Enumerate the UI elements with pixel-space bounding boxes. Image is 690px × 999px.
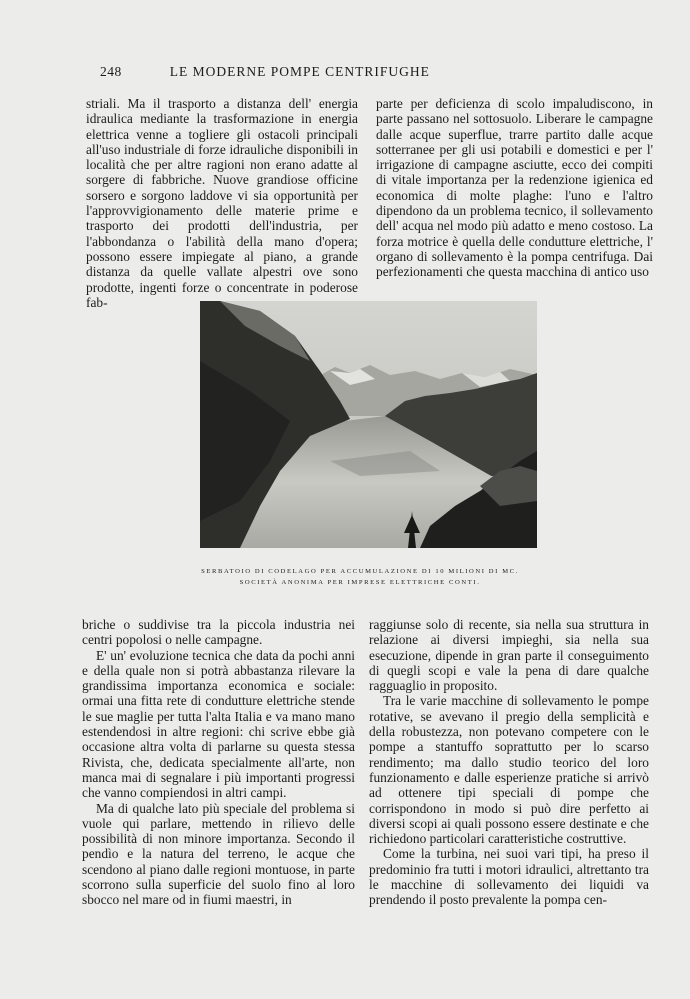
paragraph: E' un' evoluzione tecnica che data da pochi anni e della quale non si potrà abbastanza rilevare la grandissima importanza economica e sociale: ormai una fitta rete di condutture elettriche stende le sue maglie per tutta l'alta Italia e va mano mano estendendosi in altre regioni: chi scrive ebbe già occasione altra volta di parlarne su questa stessa Rivista, che, dedicata specialmente all'arte, non manca mai di segnalare i più importanti progressi che vanno compiendosi in altri campi. <box>82 647 355 801</box>
paragraph: Tra le varie macchine di sollevamento le pompe rotative, se avevano il pregio della semplicità e della robustezza, non potevano competere con le pompe a stantuffo soprattutto per lo scarso rendimento; ma dallo studio teorico del loro funzionamento e dalle esperienze pratiche si arrivò ad ottenere tipi speciali di pompe che corrispondono in modo si può dire perfetto ai diversi scopi ai quali possono essere destinate e che richiedono particolari caratteristiche costruttive. <box>369 693 649 847</box>
page-number: 248 <box>100 64 122 79</box>
caption-line: SOCIETÀ ANONIMA PER IMPRESE ELETTRICHE CONTI. <box>239 579 481 586</box>
caption-line: SERBATOIO DI CODELAGO PER ACCUMULAZIONE DI 10 MILIONI DI MC. <box>201 568 519 575</box>
page-header <box>100 64 540 80</box>
paragraph: parte per deficienza di scolo impaludiscono, in parte passano nel sottosuolo. Liberare le campagne dalle acque superflue, trarre partito dalle acque sotterranee per gli usi potabili e domestici e per l' irrigazione di campagne asciutte, ecco dei compiti di vitale importanza per la redenzione igienica ed economica di molte plaghe: l'uno e l'altro dipendono da un problema tecnico, il sollevamento dell' acqua nel modo più adatto e meno costoso. La forza motrice è quella delle condutture elettriche, l' organo di sollevamento è la pompa centrifuga. Dai perfezionamenti che questa macchina di antico uso <box>376 96 653 280</box>
paragraph: raggiunse solo di recente, sia nella sua struttura in relazione ai diversi impieghi, sia nella sua esecuzione, dipende in gran parte il conseguimento di quegli scopi e vale la pena di dare qualche ragguaglio in proposito. <box>369 617 649 694</box>
lake-photograph <box>200 301 537 548</box>
paragraph: Ma di qualche lato più speciale del problema si vuole qui parlare, mettendo in rilievo delle possibilità di non minore importanza. Secondo il pendìo e la natura del terreno, le acque che scendono al piano dalle regioni montuose, in parte scorrono sulla superficie del suolo fino al loro sbocco nel mare od in fiumi maestri, in <box>82 800 355 908</box>
lake-photograph-image <box>200 301 537 548</box>
paragraph: briche o suddivise tra la piccola industria nei centri popolosi o nelle campagne. <box>82 617 355 648</box>
text-column-top-right <box>376 96 653 280</box>
running-title: LE MODERNE POMPE CENTRIFUGHE <box>169 64 430 79</box>
paragraph: striali. Ma il trasporto a distanza dell' energia idraulica mediante la trasformazione in energia elettrica venne a togliere gli ostacoli principali all'uso industriale di forze idrauliche disponibili in località che per altre ragioni non erano adatte al sorgere di fabbriche. Nuove grandiose officine sorsero e sorgono laddove vi sia opportunità per l'approvvigionamento delle materie prime e trasporto dei prodotti dell'industria, per l'abbondanza o l'abilità della mano d'opera; possono essere impiegate al piano, a grande distanza da quelle vallate alpestri ove sono prodotte, ingenti forze o concentrate in poderose fab- <box>86 96 358 310</box>
paragraph: Come la turbina, nei suoi vari tipi, ha preso il predominio fra tutti i motori idraulici, altrettanto tra le macchine di sollevamento dei liquidi va prendendo il posto prevalente la pompa cen- <box>369 846 649 908</box>
text-column-bottom-left <box>82 617 355 908</box>
figure-caption <box>190 566 530 588</box>
text-column-top-left <box>86 96 358 310</box>
text-column-bottom-right <box>369 617 649 908</box>
